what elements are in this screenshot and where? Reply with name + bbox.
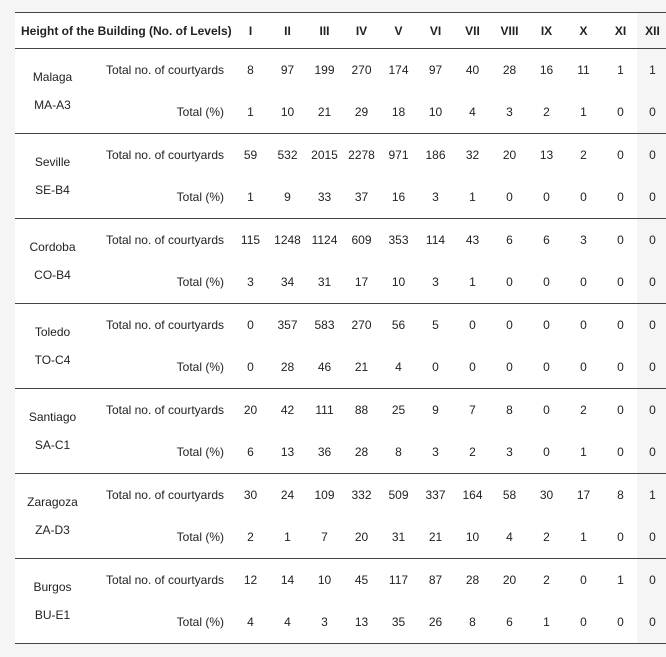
percent-value-cell: 0 — [232, 346, 269, 389]
percent-value-cell: 21 — [306, 91, 343, 134]
total-value-cell: 332 — [351, 488, 372, 502]
level-header: V — [380, 13, 417, 49]
total-value-cell: 337 — [425, 488, 446, 502]
table-body — [15, 49, 666, 644]
total-value-cell: 5 — [432, 318, 439, 332]
total-value-cell: 0 — [543, 318, 550, 332]
total-value-cell: 971 — [388, 148, 409, 162]
level-header: II — [269, 13, 306, 49]
city-code: ZA-D3 — [35, 523, 70, 537]
percent-value-cell: 0 — [417, 346, 454, 389]
total-row — [15, 559, 666, 602]
percent-value-cell: 20 — [343, 516, 380, 559]
percent-value-cell: 1 — [454, 176, 491, 219]
level-header: VII — [454, 13, 491, 49]
percent-value-cell: 0 — [602, 91, 639, 134]
percent-value-cell: 0 — [491, 176, 528, 219]
percent-value-cell: 18 — [380, 91, 417, 134]
level-header: X — [565, 13, 602, 49]
total-value-cell: 111 — [315, 403, 334, 417]
level-header: VI — [417, 13, 454, 49]
city-cell — [15, 474, 90, 559]
total-value-cell: 40 — [465, 63, 480, 77]
percent-value-cell: 13 — [269, 431, 306, 474]
percent-value-cell: 0 — [602, 346, 639, 389]
city-cell — [15, 304, 90, 389]
percent-value-cell: 0 — [639, 431, 666, 474]
total-value-cell: 3 — [580, 233, 587, 247]
total-value-cell: 0 — [617, 403, 624, 417]
total-value-cell: 45 — [354, 573, 369, 587]
percent-value-cell: 0 — [565, 261, 602, 304]
total-value-cell: 9 — [432, 403, 439, 417]
city-name: Burgos — [33, 580, 72, 594]
percent-value-cell: 16 — [380, 176, 417, 219]
total-value-cell: 32 — [465, 148, 480, 162]
total-value-cell: 56 — [391, 318, 406, 332]
percent-value-cell: 3 — [491, 91, 528, 134]
total-value-cell: 2278 — [348, 148, 375, 162]
total-row — [15, 49, 666, 92]
total-value-cell: 28 — [465, 573, 480, 587]
city-name: Cordoba — [29, 240, 76, 254]
percent-value-cell: 3 — [232, 261, 269, 304]
percent-value-cell: 0 — [602, 516, 639, 559]
total-value-cell: 59 — [243, 148, 258, 162]
percent-value-cell: 29 — [343, 91, 380, 134]
row-label-total: Total no. of courtyards — [105, 148, 224, 162]
total-value-cell: 25 — [391, 403, 406, 417]
total-value-cell: 87 — [428, 573, 443, 587]
percent-value-cell: 0 — [639, 346, 666, 389]
total-value-cell: 20 — [243, 403, 258, 417]
city-code: SA-C1 — [34, 438, 71, 452]
percent-value-cell: 0 — [639, 516, 666, 559]
total-row — [15, 134, 666, 177]
percent-row — [15, 601, 666, 644]
row-label-percent: Total (%) — [90, 91, 232, 134]
level-header: III — [306, 13, 343, 49]
city-name: Malaga — [32, 70, 73, 84]
percent-value-cell: 10 — [417, 91, 454, 134]
percent-value-cell: 3 — [417, 431, 454, 474]
total-value-cell: 174 — [388, 63, 409, 77]
percent-value-cell: 3 — [491, 431, 528, 474]
total-value-cell: 6 — [506, 233, 513, 247]
total-value-cell: 6 — [543, 233, 550, 247]
percent-value-cell: 1 — [528, 601, 565, 644]
row-label-percent: Total (%) — [90, 516, 232, 559]
total-value-cell: 0 — [617, 148, 624, 162]
row-label-percent: Total (%) — [90, 431, 232, 474]
total-value-cell: 0 — [649, 573, 656, 587]
percent-value-cell: 37 — [343, 176, 380, 219]
percent-row — [15, 516, 666, 559]
total-value-cell: 109 — [314, 488, 335, 502]
row-label-total: Total no. of courtyards — [105, 63, 224, 77]
level-header: VIII — [491, 13, 528, 49]
percent-value-cell: 0 — [528, 261, 565, 304]
city-name: Zaragoza — [27, 495, 78, 509]
percent-value-cell: 21 — [417, 516, 454, 559]
percent-value-cell: 36 — [306, 431, 343, 474]
percent-value-cell: 0 — [639, 601, 666, 644]
percent-value-cell: 8 — [380, 431, 417, 474]
total-value-cell: 0 — [649, 318, 656, 332]
city-code: SE-B4 — [35, 183, 70, 197]
percent-value-cell: 35 — [380, 601, 417, 644]
percent-value-cell: 0 — [602, 176, 639, 219]
percent-value-cell: 0 — [639, 176, 666, 219]
row-label-percent: Total (%) — [90, 176, 232, 219]
total-value-cell: 583 — [314, 318, 335, 332]
row-label-percent: Total (%) — [90, 346, 232, 389]
total-value-cell: 10 — [317, 573, 332, 587]
percent-value-cell: 6 — [232, 431, 269, 474]
percent-value-cell: 1 — [454, 261, 491, 304]
total-value-cell: 8 — [247, 63, 254, 77]
percent-value-cell: 0 — [528, 346, 565, 389]
total-value-cell: 0 — [649, 148, 656, 162]
city-name: Toledo — [34, 325, 71, 339]
city-cell — [15, 559, 90, 644]
city-cell — [15, 49, 90, 134]
percent-value-cell: 0 — [491, 261, 528, 304]
percent-value-cell: 4 — [380, 346, 417, 389]
total-value-cell: 0 — [247, 318, 254, 332]
percent-value-cell: 4 — [454, 91, 491, 134]
city-cell — [15, 219, 90, 304]
percent-value-cell: 0 — [565, 601, 602, 644]
percent-value-cell: 3 — [306, 601, 343, 644]
total-value-cell: 270 — [351, 63, 372, 77]
total-value-cell: 532 — [277, 148, 298, 162]
total-value-cell: 17 — [576, 488, 591, 502]
total-value-cell: 1 — [649, 63, 656, 77]
total-value-cell: 12 — [243, 573, 258, 587]
total-value-cell: 0 — [506, 318, 513, 332]
total-value-cell: 0 — [543, 403, 550, 417]
percent-value-cell: 13 — [343, 601, 380, 644]
level-header: I — [232, 13, 269, 49]
total-value-cell: 14 — [280, 573, 295, 587]
total-row — [15, 474, 666, 517]
percent-value-cell: 31 — [380, 516, 417, 559]
total-value-cell: 8 — [617, 488, 624, 502]
city-name: Seville — [34, 155, 71, 169]
total-value-cell: 1248 — [274, 233, 301, 247]
percent-value-cell: 2 — [528, 516, 565, 559]
percent-value-cell: 0 — [565, 346, 602, 389]
percent-value-cell: 1 — [232, 91, 269, 134]
total-value-cell: 2015 — [311, 148, 338, 162]
percent-value-cell: 4 — [269, 601, 306, 644]
total-value-cell: 0 — [649, 403, 656, 417]
percent-value-cell: 0 — [602, 601, 639, 644]
percent-row — [15, 261, 666, 304]
total-value-cell: 114 — [425, 233, 446, 247]
percent-value-cell: 3 — [417, 176, 454, 219]
total-value-cell: 0 — [580, 573, 587, 587]
percent-row — [15, 346, 666, 389]
percent-row — [15, 176, 666, 219]
total-value-cell: 357 — [277, 318, 298, 332]
percent-value-cell: 2 — [232, 516, 269, 559]
city-code: CO-B4 — [34, 268, 71, 282]
total-value-cell: 7 — [469, 403, 476, 417]
total-value-cell: 43 — [465, 233, 480, 247]
city-code: BU-E1 — [34, 608, 71, 622]
level-header: XII — [639, 13, 666, 49]
row-label-total: Total no. of courtyards — [105, 318, 224, 332]
percent-value-cell: 0 — [602, 261, 639, 304]
percent-value-cell: 31 — [306, 261, 343, 304]
percent-value-cell: 0 — [602, 431, 639, 474]
city-cell — [15, 389, 90, 474]
percent-value-cell: 6 — [491, 601, 528, 644]
row-label-total: Total no. of courtyards — [105, 488, 224, 502]
total-value-cell: 0 — [617, 318, 624, 332]
percent-value-cell: 28 — [343, 431, 380, 474]
total-value-cell: 1 — [617, 573, 624, 587]
total-value-cell: 97 — [280, 63, 295, 77]
total-value-cell: 1124 — [311, 233, 338, 247]
total-row — [15, 304, 666, 347]
percent-value-cell: 26 — [417, 601, 454, 644]
total-value-cell: 1 — [617, 63, 624, 77]
percent-value-cell: 1 — [565, 431, 602, 474]
total-value-cell: 199 — [314, 63, 335, 77]
total-value-cell: 42 — [280, 403, 295, 417]
level-header: IX — [528, 13, 565, 49]
courtyard-levels-table — [15, 12, 666, 644]
percent-value-cell: 34 — [269, 261, 306, 304]
total-value-cell: 2 — [580, 403, 587, 417]
percent-value-cell: 0 — [639, 91, 666, 134]
city-name: Santiago — [28, 410, 77, 424]
percent-value-cell: 1 — [565, 91, 602, 134]
table-title: Height of the Building (No. of Levels) — [15, 13, 232, 49]
total-value-cell: 97 — [428, 63, 443, 77]
total-value-cell: 11 — [577, 63, 590, 77]
total-value-cell: 28 — [502, 63, 517, 77]
total-value-cell: 0 — [469, 318, 476, 332]
total-value-cell: 115 — [240, 233, 261, 247]
percent-value-cell: 0 — [565, 176, 602, 219]
row-label-total: Total no. of courtyards — [105, 233, 224, 247]
total-value-cell: 2 — [543, 573, 550, 587]
percent-value-cell: 9 — [269, 176, 306, 219]
total-value-cell: 509 — [388, 488, 409, 502]
percent-value-cell: 1 — [232, 176, 269, 219]
percent-value-cell: 17 — [343, 261, 380, 304]
total-value-cell: 30 — [243, 488, 258, 502]
header-row — [15, 13, 666, 49]
total-value-cell: 0 — [649, 233, 656, 247]
percent-value-cell: 10 — [269, 91, 306, 134]
total-row — [15, 219, 666, 262]
percent-value-cell: 4 — [232, 601, 269, 644]
total-value-cell: 270 — [351, 318, 372, 332]
level-header: XI — [602, 13, 639, 49]
total-value-cell: 353 — [388, 233, 409, 247]
city-code: TO-C4 — [34, 353, 71, 367]
percent-value-cell: 28 — [269, 346, 306, 389]
total-value-cell: 16 — [539, 63, 554, 77]
row-label-percent: Total (%) — [90, 601, 232, 644]
percent-value-cell: 21 — [343, 346, 380, 389]
total-value-cell: 2 — [580, 148, 587, 162]
percent-value-cell: 0 — [528, 431, 565, 474]
total-value-cell: 30 — [539, 488, 554, 502]
total-value-cell: 1 — [649, 488, 656, 502]
percent-value-cell: 7 — [306, 516, 343, 559]
row-label-total: Total no. of courtyards — [105, 573, 224, 587]
percent-value-cell: 4 — [491, 516, 528, 559]
total-value-cell: 186 — [425, 148, 446, 162]
percent-row — [15, 431, 666, 474]
percent-value-cell: 0 — [639, 261, 666, 304]
total-value-cell: 13 — [539, 148, 554, 162]
percent-value-cell: 8 — [454, 601, 491, 644]
percent-value-cell: 0 — [454, 346, 491, 389]
total-value-cell: 24 — [280, 488, 295, 502]
total-value-cell: 609 — [351, 233, 372, 247]
total-value-cell: 58 — [502, 488, 517, 502]
city-code: MA-A3 — [34, 98, 71, 112]
total-value-cell: 164 — [462, 488, 483, 502]
total-value-cell: 0 — [580, 318, 587, 332]
row-label-total: Total no. of courtyards — [105, 403, 224, 417]
total-row — [15, 389, 666, 432]
total-value-cell: 117 — [388, 573, 409, 587]
total-value-cell: 20 — [502, 148, 517, 162]
percent-value-cell: 10 — [380, 261, 417, 304]
percent-value-cell: 1 — [565, 516, 602, 559]
total-value-cell: 88 — [354, 403, 369, 417]
percent-value-cell: 33 — [306, 176, 343, 219]
percent-value-cell: 0 — [528, 176, 565, 219]
percent-value-cell: 1 — [269, 516, 306, 559]
percent-value-cell: 46 — [306, 346, 343, 389]
total-value-cell: 8 — [506, 403, 513, 417]
total-value-cell: 20 — [502, 573, 517, 587]
city-cell — [15, 134, 90, 219]
percent-value-cell: 2 — [454, 431, 491, 474]
courtyard-table-container — [15, 12, 660, 644]
level-header: IV — [343, 13, 380, 49]
percent-row — [15, 91, 666, 134]
percent-value-cell: 3 — [417, 261, 454, 304]
percent-value-cell: 10 — [454, 516, 491, 559]
total-value-cell: 0 — [617, 233, 624, 247]
percent-value-cell: 0 — [491, 346, 528, 389]
percent-value-cell: 2 — [528, 91, 565, 134]
row-label-percent: Total (%) — [90, 261, 232, 304]
